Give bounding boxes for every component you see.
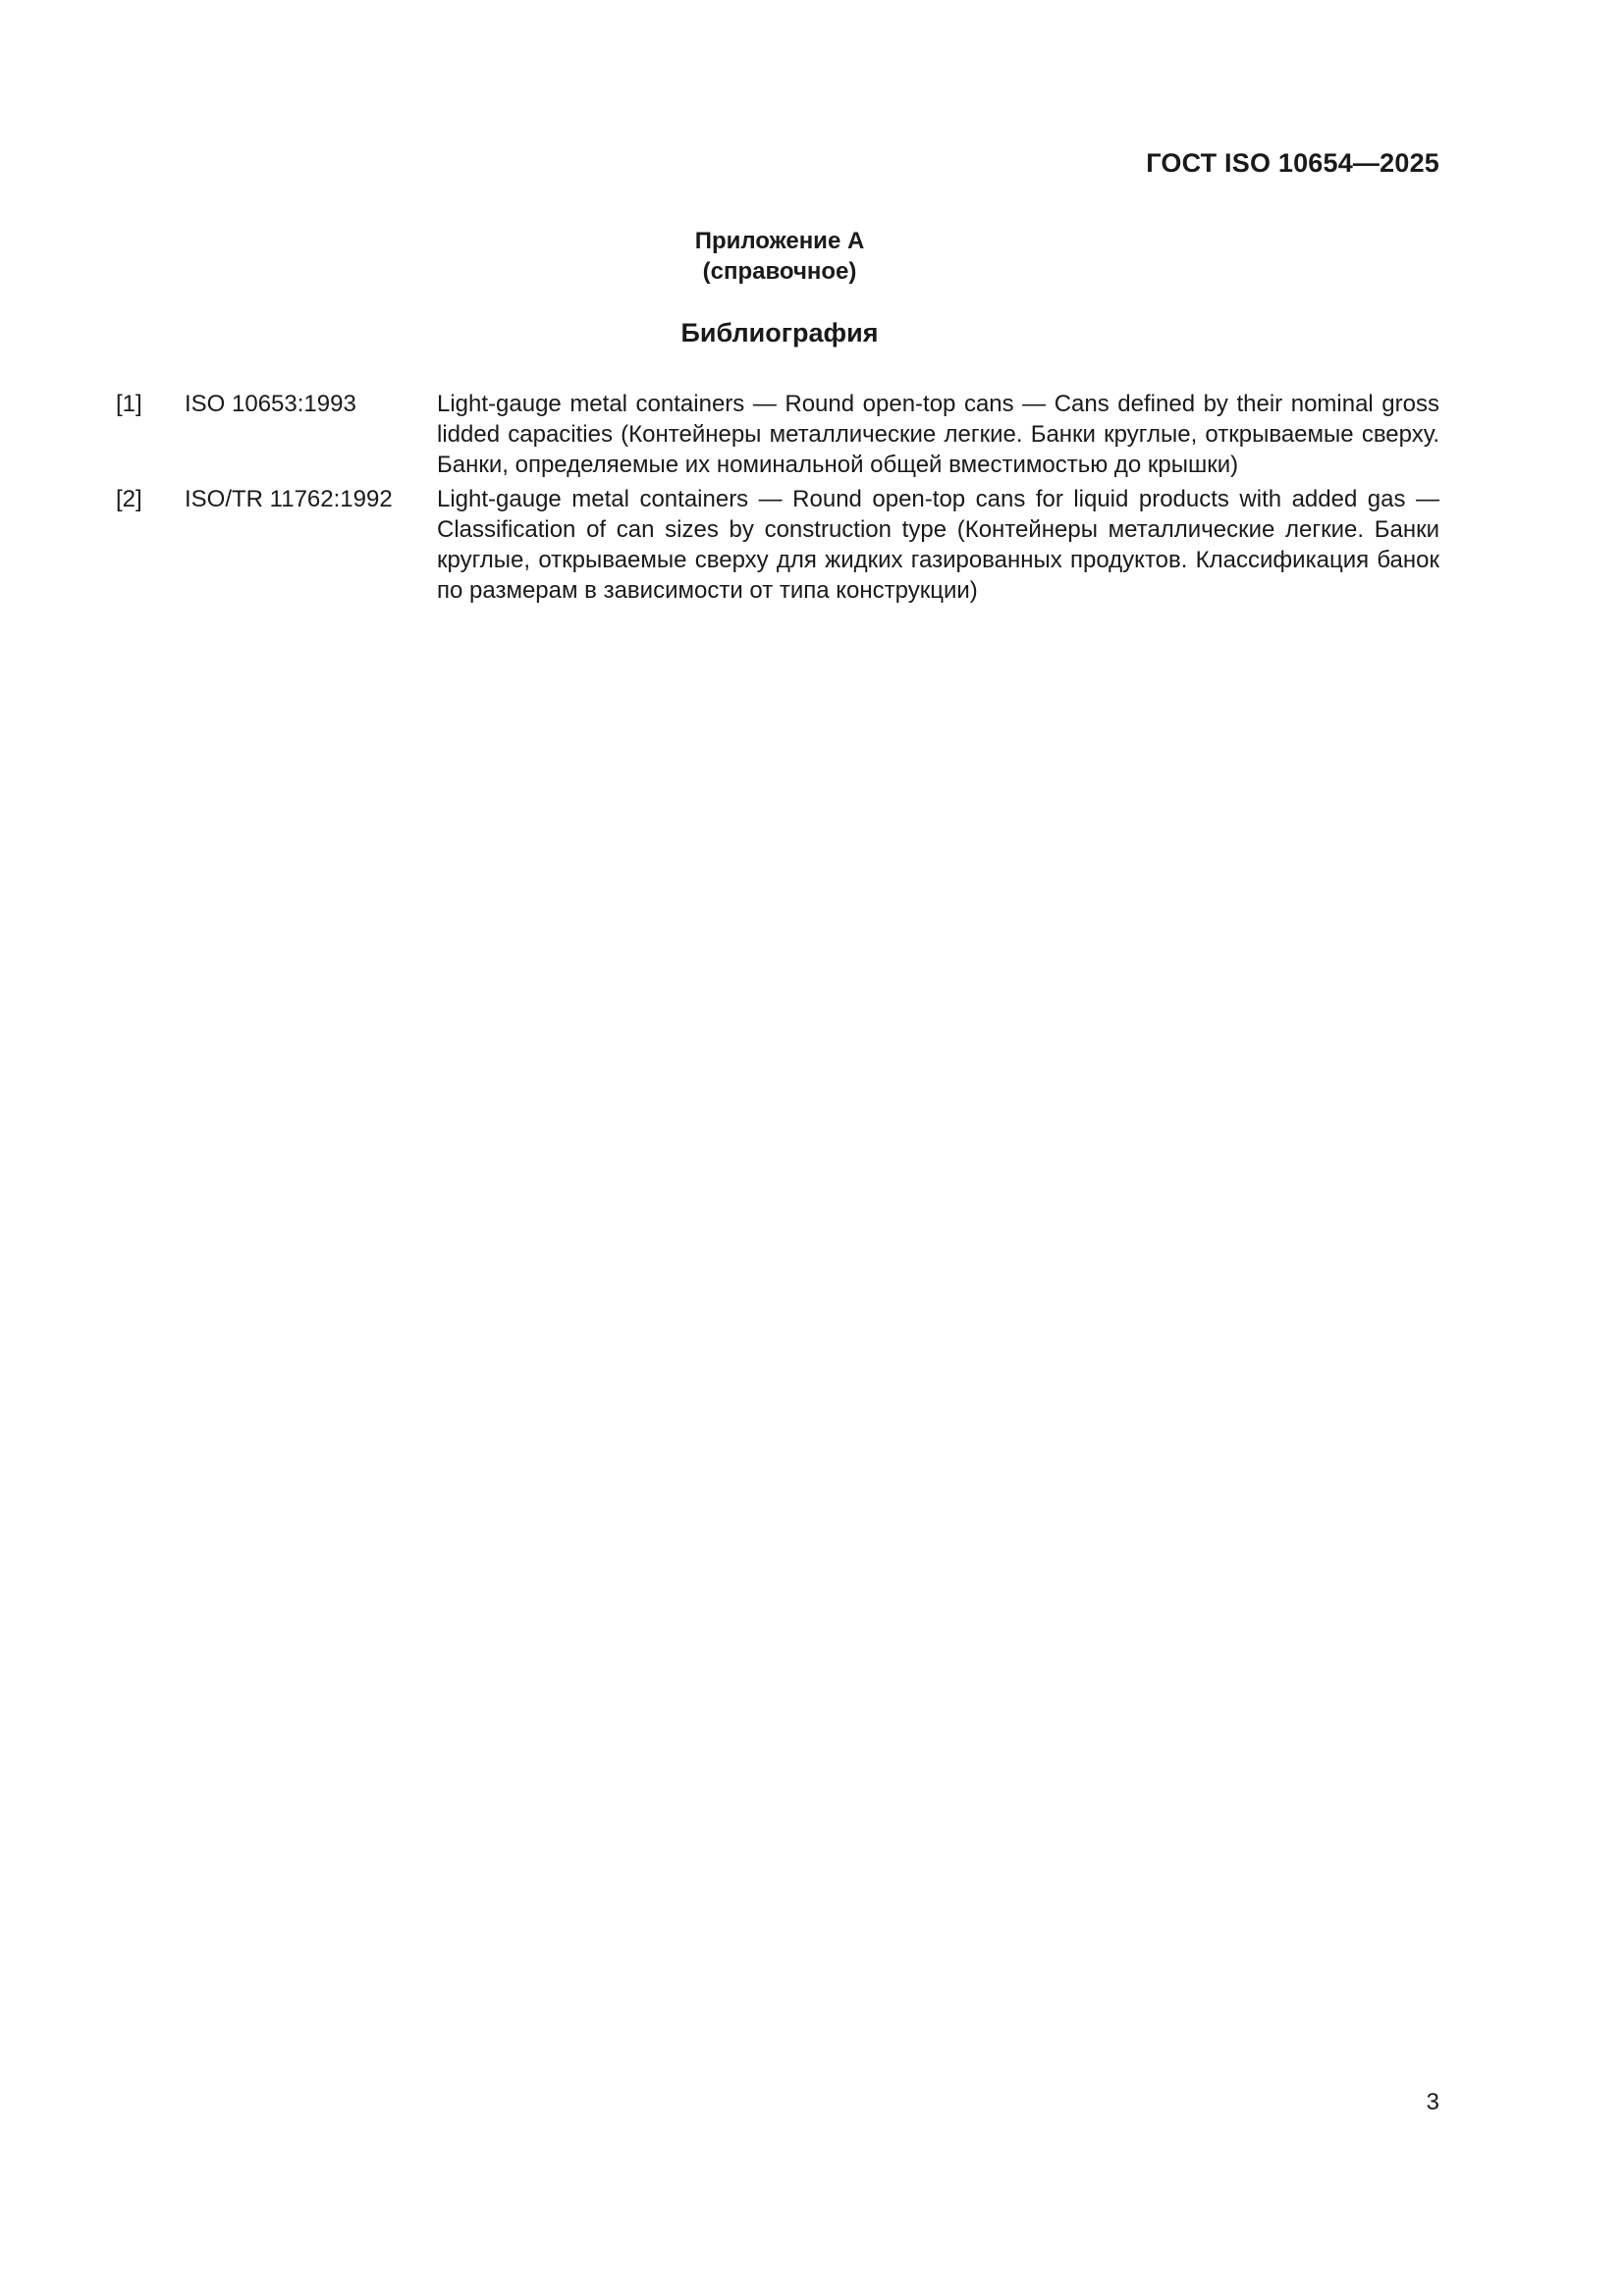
entry-text: Light-gauge metal containers — Round open-top cans — Cans defined by their nominal gross lidded capacities (Контейнеры металлические легкие. Банки круглые, открываемые сверху. Банки, определяемые их номинальной общей вместимостью до крышки): [437, 391, 1439, 478]
entry-code: ISO/TR 11762:1992: [185, 486, 393, 512]
bibliography-entry: [116, 389, 1439, 480]
entry-code: ISO 10653:1993: [185, 391, 356, 417]
annex-subtitle: (справочное): [702, 258, 857, 285]
bibliography-entry: [116, 484, 1439, 606]
bibliography-list: [116, 389, 1439, 610]
annex-heading: [0, 226, 1559, 287]
bibliography-title: Библиография: [680, 318, 879, 347]
entry-number: [1]: [116, 391, 142, 417]
entry-number: [2]: [116, 486, 142, 512]
entry-text: Light-gauge metal containers — Round open-top cans for liquid products with added gas — Classification of can sizes by construction type (Контейнеры металлические легкие. Банки круглые, открываемые сверху для жидких газированных продуктов. Классификация банок по размерам в зависимости от типа конструкции): [437, 486, 1439, 604]
annex-title: Приложение А: [694, 228, 865, 254]
page-number: 3: [1426, 2089, 1439, 2115]
document-code: ГОСТ ISO 10654—2025: [1146, 148, 1439, 178]
